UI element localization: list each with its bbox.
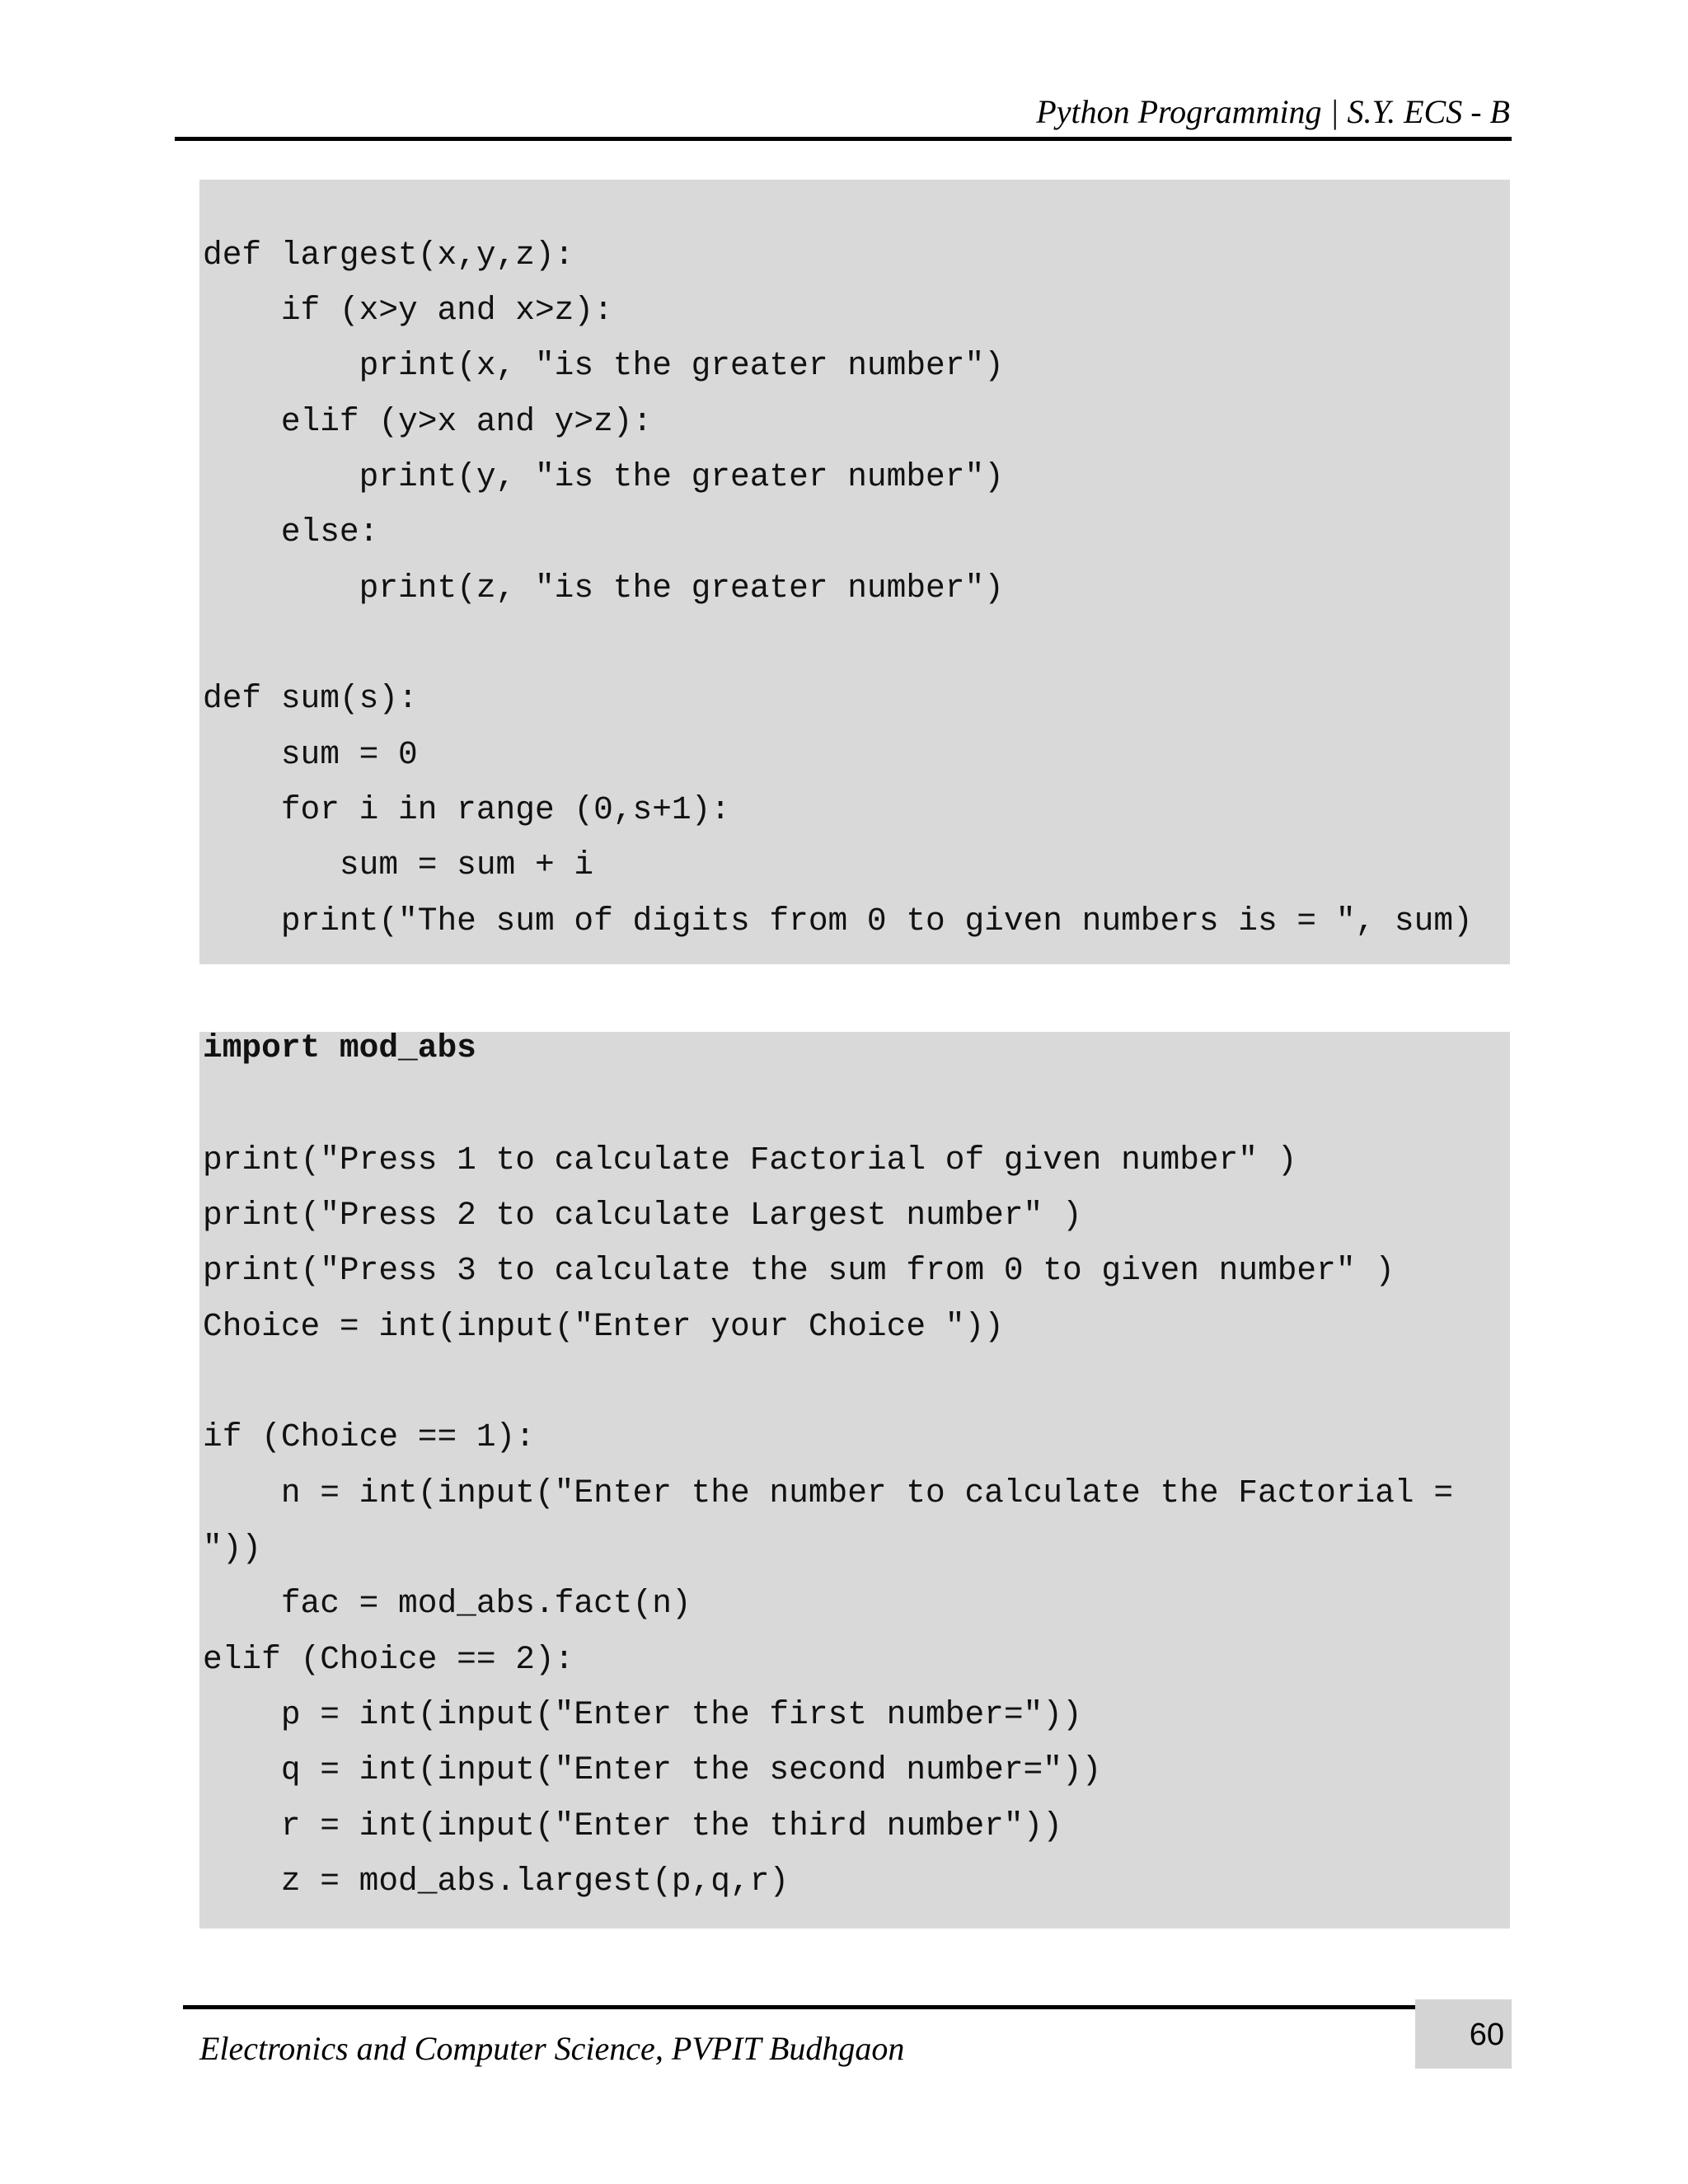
code-line: for i in range (0,s+1): — [203, 791, 731, 828]
code-line: elif (y>x and y>z): — [203, 403, 653, 440]
code-line-import: import mod_abs — [203, 1029, 476, 1066]
code-line: p = int(input("Enter the first number=")) — [203, 1696, 1082, 1733]
code-line: print(z, "is the greater number") — [203, 569, 1004, 607]
page-header-title: Python Programming | S.Y. ECS - B — [1036, 93, 1510, 130]
code-line: print("Press 3 to calculate the sum from 0 to given number" ) — [203, 1252, 1395, 1289]
code-line: sum = 0 — [203, 736, 418, 773]
code-line: print(y, "is the greater number") — [203, 458, 1004, 495]
code-block-module-functions — [199, 180, 1510, 964]
code-line: ")) — [203, 1530, 262, 1567]
code-line: q = int(input("Enter the second number=")) — [203, 1751, 1102, 1788]
code-line: sum = sum + i — [203, 846, 594, 883]
code-line: print(x, "is the greater number") — [203, 347, 1004, 384]
code-line: elif (Choice == 2): — [203, 1641, 574, 1678]
code-line: print("Press 1 to calculate Factorial of given number" ) — [203, 1141, 1297, 1179]
footer-divider — [183, 2005, 1465, 2009]
code-line: r = int(input("Enter the third number")) — [203, 1807, 1062, 1844]
code-line: print("The sum of digits from 0 to given numbers is = ", sum) — [203, 902, 1473, 940]
page-footer-text: Electronics and Computer Science, PVPIT Budhgaon — [199, 2030, 905, 2067]
header-divider — [175, 137, 1512, 141]
page-number: 60 — [1469, 2018, 1504, 2052]
code-line: def largest(x,y,z): — [203, 237, 574, 274]
page-number-box — [1415, 1999, 1512, 2069]
code-line: print("Press 2 to calculate Largest number" ) — [203, 1197, 1082, 1234]
code-line: z = mod_abs.largest(p,q,r) — [203, 1863, 790, 1900]
code-line: Choice = int(input("Enter your Choice ")) — [203, 1308, 1004, 1345]
code-line: n = int(input("Enter the number to calculate the Factorial = — [203, 1474, 1454, 1511]
code-line: if (x>y and x>z): — [203, 292, 613, 329]
code-line: def sum(s): — [203, 680, 418, 717]
code-block-main-program — [199, 1029, 1510, 1929]
code-line: if (Choice == 1): — [203, 1418, 535, 1455]
code-line: fac = mod_abs.fact(n) — [203, 1585, 692, 1622]
code-line: else: — [203, 513, 379, 551]
